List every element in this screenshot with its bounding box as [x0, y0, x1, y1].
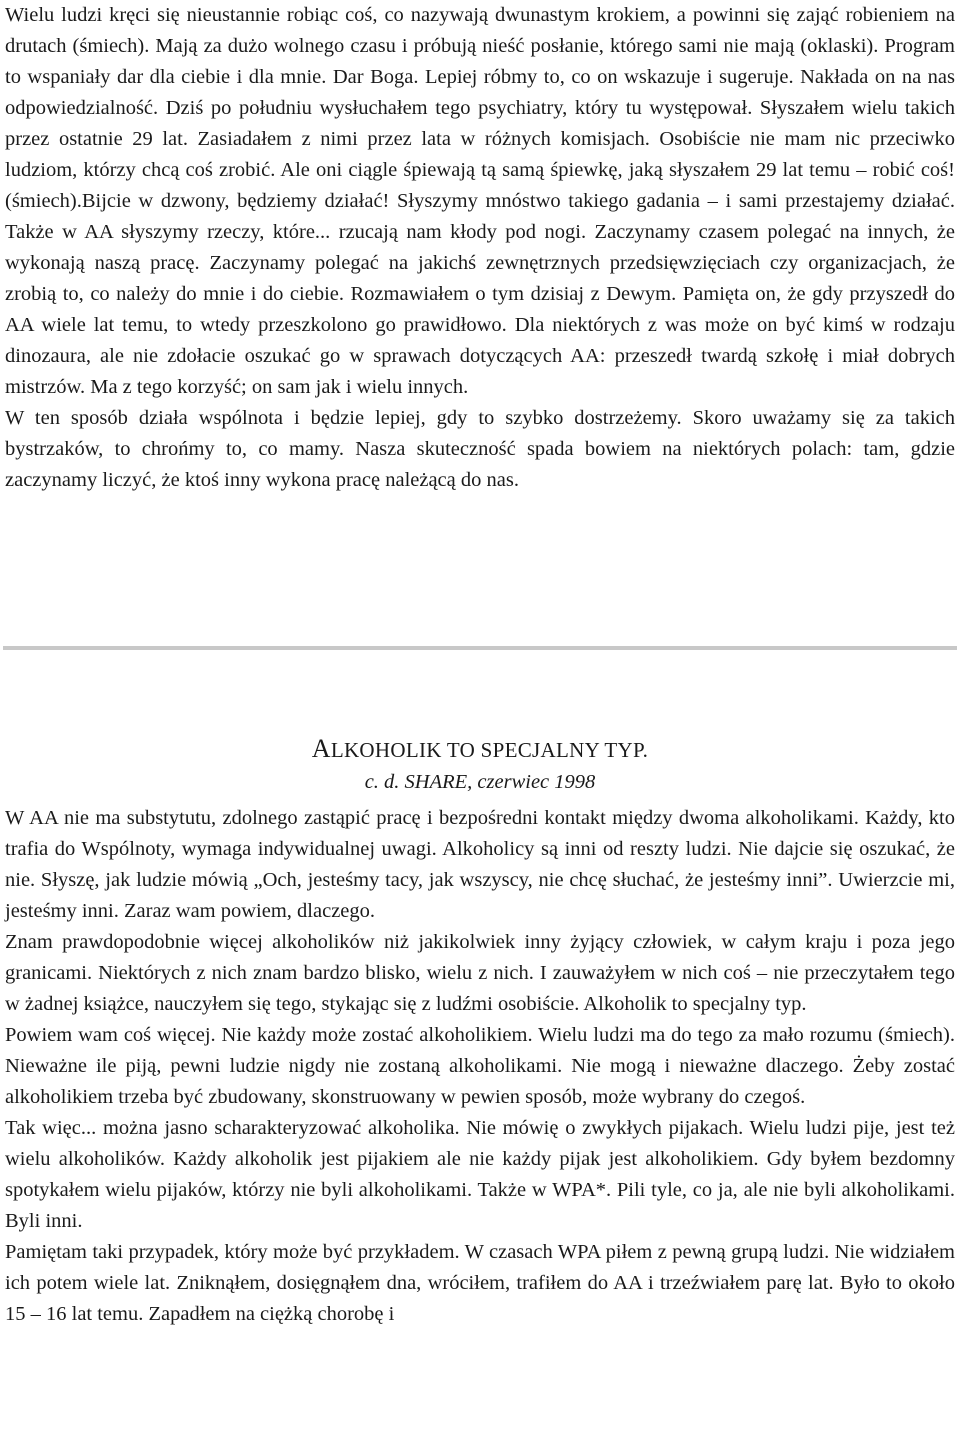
article-title	[5, 732, 955, 767]
title-rest: LKOHOLIK TO SPECJALNY TYP.	[330, 738, 649, 762]
section-divider	[3, 646, 957, 650]
top-section	[5, 0, 955, 496]
title-initial: A	[311, 734, 331, 763]
article	[5, 732, 955, 1330]
paragraph: Znam prawdopodobnie więcej alkoholików niż jakikolwiek inny żyjący człowiek, w całym kraju i poza jego granicami. Niektórych z nich znam bardzo blisko, wielu z nich. I zauważyłem w nich coś – nie przeczytałem tego w żadnej książce, nauczyłem się tego, stykając się z ludźmi osobiście. Alkoholik to specjalny typ.	[5, 931, 955, 1015]
paragraph: Tak więc... można jasno scharakteryzować alkoholika. Nie mówię o zwykłych pijakach. Wielu ludzi pije, jest też wielu alkoholików. Każdy alkoholik jest pijakiem ale nie każdy pijak jest alkoholikiem. Gdy byłem bezdomny spotykałem wielu pijaków, którzy nie byli alkoholikami. Także w WPA*. Pili tyle, co ja, ale nie byli alkoholikami. Byli inni.	[5, 1117, 955, 1232]
paragraph: Pamiętam taki przypadek, który może być przykładem. W czasach WPA piłem z pewną grupą ludzi. Nie widziałem ich potem wiele lat. Zniknąłem, dosięgnąłem dna, wróciłem, trafiłem do AA i trzeźwiałem parę lat. Było to około 15 – 16 lat temu. Zapadłem na ciężką chorobę i	[5, 1241, 955, 1325]
paragraph: W ten sposób działa wspólnota i będzie lepiej, gdy to szybko dostrzeżemy. Skoro uważamy się za takich bystrzaków, to chrońmy to, co mamy. Nasza skuteczność spada bowiem na niektórych polach: tam, gdzie zaczynamy liczyć, że ktoś inny wykona pracę należącą do nas.	[5, 407, 955, 491]
paragraph: Powiem wam coś więcej. Nie każdy może zostać alkoholikiem. Wielu ludzi ma do tego za mało rozumu (śmiech). Nieważne ile piją, pewni ludzie nigdy nie zostaną alkoholikami. Nie mogą i nieważne dlaczego. Żeby zostać alkoholikiem trzeba być zbudowany, skonstruowany w pewien sposób, może wybrany do czegoś.	[5, 1024, 955, 1108]
article-byline: c. d. SHARE, czerwiec 1998	[364, 771, 596, 793]
paragraph: W AA nie ma substytutu, zdolnego zastąpić pracę i bezpośredni kontakt między dwoma alkoholikami. Każdy, kto trafia do Wspólnoty, wymaga indywidualnej uwagi. Alkoholicy są inni od reszty ludzi. Nie dajcie się oszukać, że nie. Słyszę, jak ludzie mówią „Och, jesteśmy tacy, jak wszyscy, nie chcę słuchać, że jesteśmy inni”. Uwierzcie mi, jesteśmy inni. Zaraz wam powiem, dlaczego.	[5, 807, 955, 922]
paragraph: Wielu ludzi kręci się nieustannie robiąc coś, co nazywają dwunastym krokiem, a powinni się zająć robieniem na drutach (śmiech). Mają za dużo wolnego czasu i próbują nieść posłanie, którego sami nie mają (oklaski). Program to wspaniały dar dla ciebie i dla mnie. Dar Boga. Lepiej róbmy to, co on wskazuje i sugeruje. Nakłada on na nas odpowiedzialność. Dziś po południu wysłuchałem tego psychiatry, który tu występował. Słyszałem wielu takich przez ostatnie 29 lat. Zasiadałem z nimi przez lata w różnych komisjach. Osobiście nie mam nic przeciwko ludziom, którzy chcą coś zrobić. Ale oni ciągle śpiewają tą samą śpiewkę, jaką słyszałem 29 lat temu – robić coś! (śmiech).Bijcie w dzwony, będziemy działać! Słyszymy mnóstwo takiego gadania – i sami przestajemy działać. Także w AA słyszymy rzeczy, które... rzucają nam kłody pod nogi. Zaczynamy czasem polegać na innych, że wykonają naszą pracę. Zaczynamy polegać na jakichś zewnętrznych przedsięwzięciach czy organizacjach, że zrobią to, co należy do mnie i do ciebie. Rozmawiałem o tym dzisiaj z Dewym. Pamięta on, że gdy przyszedł do AA wiele lat temu, to wtedy przeszkolono go prawidłowo. Dla niektórych z was może on być kimś w rodzaju dinozaura, ale nie zdołacie oszukać go w sprawach dotyczących AA: przeszedł twardą szkołę i miał dobrych mistrzów. Ma z tego korzyść; on sam jak i wielu innych.	[5, 4, 955, 398]
